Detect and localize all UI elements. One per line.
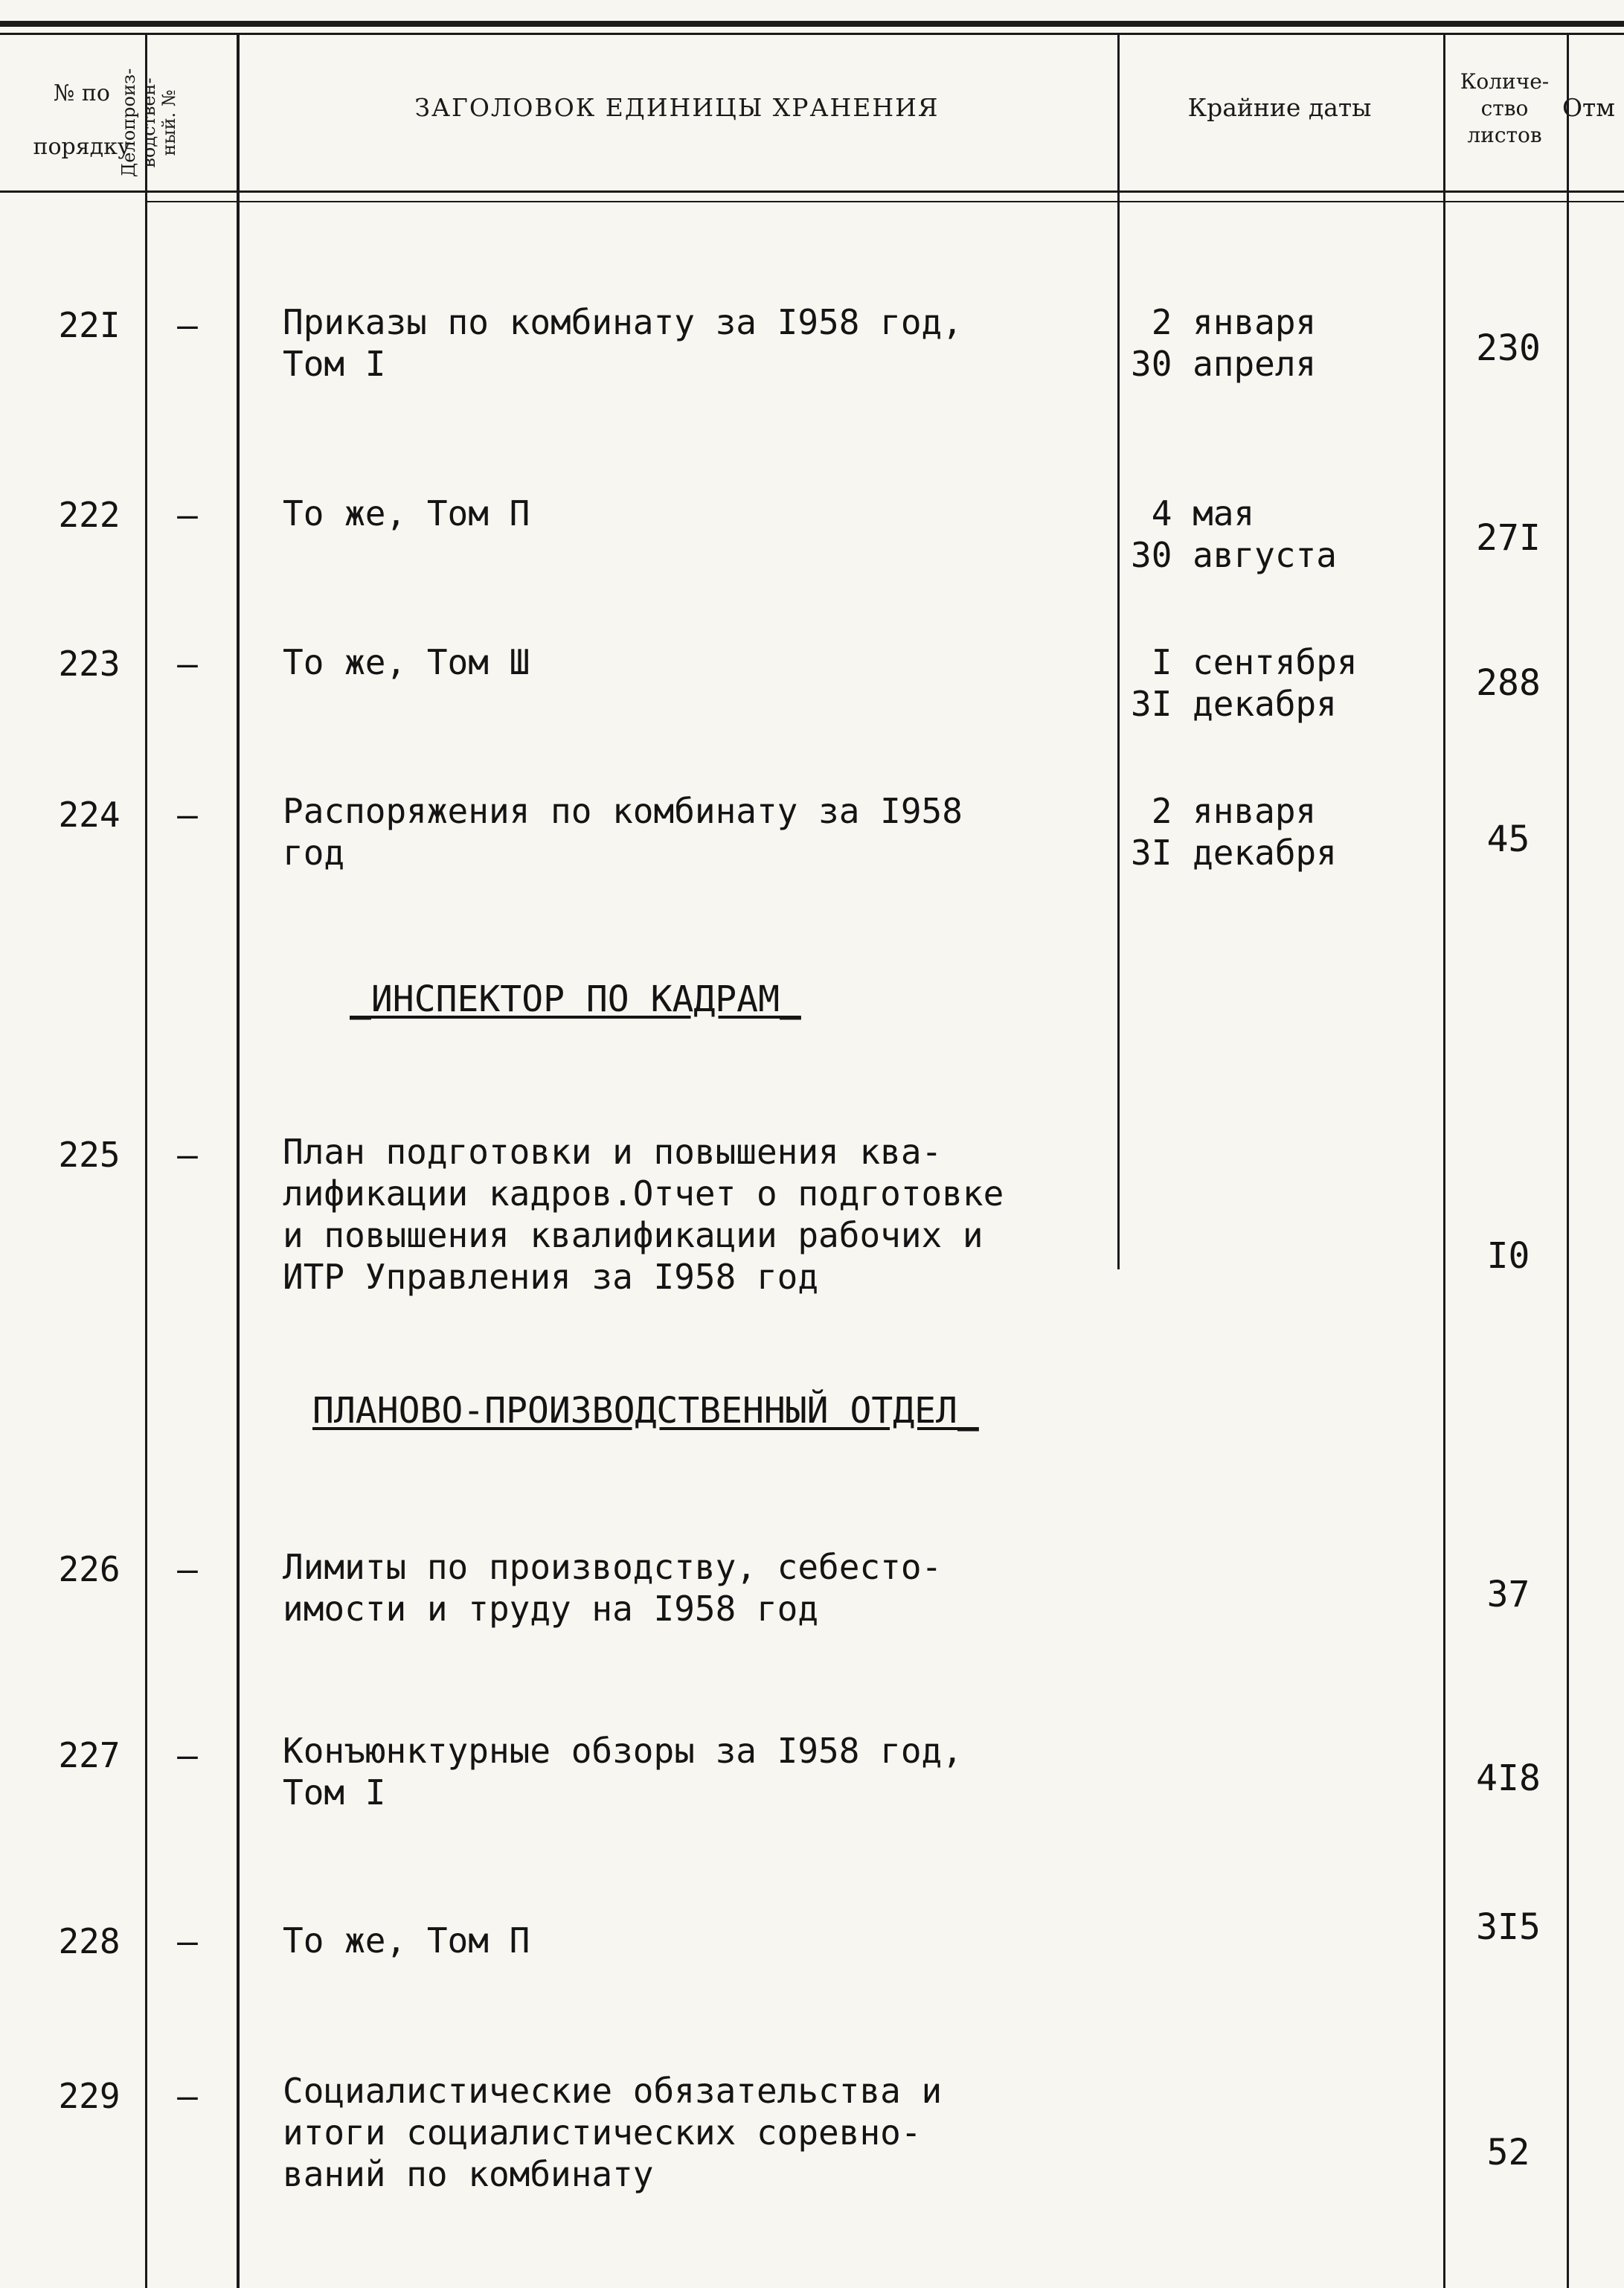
header-note: Отм [1562,93,1615,122]
row-del-number: – [177,1735,198,1775]
row-del-number: – [177,495,198,535]
row-number: 227 [58,1735,121,1775]
row-title: Лимиты по производству, себесто- имости и труду на I958 год [283,1547,943,1629]
row-title: То же, Том П [283,1920,530,1961]
header-no: № по порядку [33,80,131,160]
row-dates: 4 мая 30 августа [1131,493,1337,575]
row-dates: 2 января 3I декабря [1131,791,1337,873]
header-title: ЗАГОЛОВОК ЕДИНИЦЫ ХРАНЕНИЯ [414,93,940,122]
row-number: 222 [58,495,121,535]
row-count: 3I5 [1476,1906,1541,1948]
row-title: План подготовки и повышения ква- лификации кадров.Отчет о подготовке и повышения квалификации рабочих и ИТР Управления за I958 год [283,1132,1004,1297]
top-rule-thin [0,33,1624,35]
column-rule-no [145,34,147,2288]
row-dates: I сентября 3I декабря [1131,642,1358,724]
row-del-number: – [177,305,198,345]
row-count: I0 [1486,1235,1530,1277]
row-count: 288 [1476,662,1541,704]
section-heading-planning-department: ПЛАНОВО-ПРОИЗВОДСТВЕННЫЙ ОТДЕЛ_ [312,1390,979,1432]
row-count: 230 [1476,327,1541,369]
row-number: 226 [58,1549,121,1589]
row-number: 223 [58,644,121,684]
column-rule-count [1567,34,1569,2288]
row-title: Социалистические обязательства и итоги социалистических соревно- ваний по комбинату [283,2071,943,2194]
row-title: Конъюнктурные обзоры за I958 год, Том I [283,1731,963,1813]
header-del: Делопроиз- водствен- ный. № [118,68,179,178]
column-rule-title [1117,34,1120,1269]
row-count: 37 [1486,1574,1530,1615]
header-bottom-rule-2 [145,201,1624,202]
row-count: 45 [1486,818,1530,860]
header-count: Количе- ство листов [1460,69,1550,147]
row-dates: 2 января 30 апреля [1131,302,1317,384]
row-del-number: – [177,1135,198,1175]
row-number: 228 [58,1921,121,1961]
row-title: Приказы по комбинату за I958 год, Том I [283,302,963,384]
row-count: 52 [1486,2132,1530,2173]
row-title: То же, Том Ш [283,642,530,682]
row-del-number: – [177,795,198,835]
row-count: 4I8 [1476,1757,1541,1799]
row-number: 22I [58,305,121,345]
row-number: 224 [58,795,121,835]
row-del-number: – [177,1921,198,1961]
row-del-number: – [177,1549,198,1589]
row-title: Распоряжения по комбинату за I958 год [283,791,963,873]
top-rule [0,21,1624,27]
section-heading-inspector: _ИНСПЕКТОР ПО КАДРАМ_ [350,978,801,1020]
header-dates: Крайние даты [1187,93,1372,122]
row-title: То же, Том П [283,493,530,533]
row-count: 27I [1476,517,1541,559]
row-number: 229 [58,2076,121,2116]
row-number: 225 [58,1135,121,1175]
row-del-number: – [177,2076,198,2116]
column-rule-dates [1443,34,1445,2288]
column-rule-del [237,34,240,2288]
row-del-number: – [177,644,198,684]
